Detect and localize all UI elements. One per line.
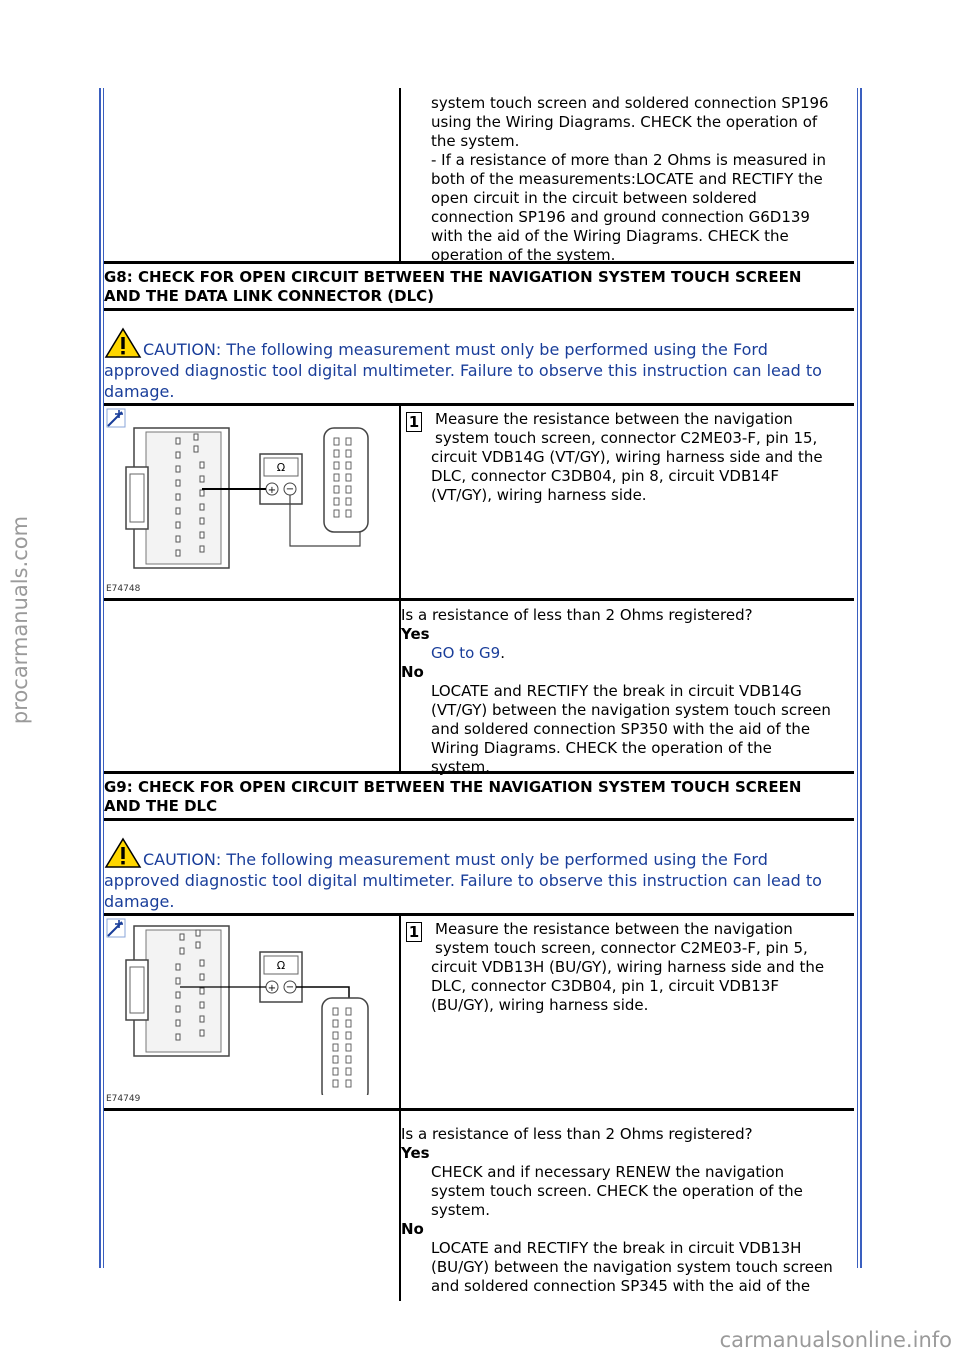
g9-heading: G9: CHECK FOR OPEN CIRCUIT BETWEEN THE NAVIGATION SYSTEM TOUCH SCREEN AND THE DLC <box>104 774 854 821</box>
text-line: both of the measurements:LOCATE and RECTIFY the <box>431 170 823 188</box>
g9-step-row <box>104 916 854 1111</box>
right-border-line-inner <box>857 88 858 1268</box>
text-line: connection SP196 and ground connection G6D139 <box>431 208 810 226</box>
svg-text:+: + <box>267 983 277 994</box>
g9-connector-diagram <box>124 920 374 1095</box>
continuation-row <box>104 88 854 264</box>
empty-cell <box>104 601 401 771</box>
empty-cell <box>104 1111 401 1301</box>
g8-question-row <box>104 601 854 774</box>
text-line: open circuit in the circuit between soldered <box>431 189 757 207</box>
warning-icon <box>104 327 142 359</box>
footer-watermark: carmanualsonline.info <box>719 1328 952 1352</box>
svg-text:+: + <box>267 485 277 496</box>
g9-question-row <box>104 1111 854 1301</box>
g9-figure <box>104 916 401 1108</box>
text-line: with the aid of the Wiring Diagrams. CHECK the <box>431 227 789 245</box>
g9-question: Is a resistance of less than 2 Ohms registered? Yes CHECK and if necessary RENEW the navigation system touch screen. CHECK the operation of the system. No LOCATE and RECTIFY the break in circuit VDB13H (BU/GY) between the navigation system touch screen and soldered connection SP345 with the aid of the <box>401 1111 854 1301</box>
text-line: the system. <box>431 132 520 150</box>
g8-step-row <box>104 406 854 601</box>
g8-heading: G8: CHECK FOR OPEN CIRCUIT BETWEEN THE NAVIGATION SYSTEM TOUCH SCREEN AND THE DATA LINK CONNECTOR (DLC) <box>104 264 854 311</box>
svg-text:−: − <box>285 484 295 495</box>
procedure-table <box>104 88 854 1301</box>
svg-text:Ω: Ω <box>276 461 286 474</box>
yes-label: Yes <box>401 1144 430 1162</box>
g8-figure <box>104 406 401 598</box>
step-number: 1 <box>406 922 422 942</box>
svg-text:Ω: Ω <box>276 959 286 972</box>
figure-id: E74748 <box>106 584 141 594</box>
g8-caution: CAUTION: The following measurement must only be performed using the Ford approved diagnostic tool digital multimeter. Failure to observe this instruction can lead to damage. <box>104 311 854 406</box>
no-label: No <box>401 663 424 681</box>
zoom-figure-icon[interactable] <box>106 408 126 428</box>
text-line: - If a resistance of more than 2 Ohms is measured in <box>431 151 826 169</box>
svg-text:−: − <box>285 982 295 993</box>
right-border-line <box>860 88 862 1268</box>
g9-caution: CAUTION: The following measurement must only be performed using the Ford approved diagnostic tool digital multimeter. Failure to observe this instruction can lead to damage. <box>104 821 854 916</box>
go-to-g9-link[interactable]: GO to G9 <box>431 644 501 662</box>
g9-step-text: 1 Measure the resistance between the navigation system touch screen, connector C2ME03-F, pin 5, circuit VDB13H (BU/GY), wiring harness side and the DLC, connector C3DB04, pin 1, circuit VDB13F (BU/GY), wiring harness side. <box>401 916 854 1108</box>
text-line: system touch screen and soldered connection SP196 <box>431 94 829 112</box>
g8-step-text: 1 Measure the resistance between the navigation system touch screen, connector C2ME03-F, pin 15, circuit VDB14G (VT/GY), wiring harness side and the DLC, connector C3DB04, pin 8, circuit VDB14F (VT/GY), wiring harness side. <box>401 406 854 598</box>
yes-label: Yes <box>401 625 430 643</box>
left-border-line <box>99 88 101 1268</box>
warning-icon <box>104 837 142 869</box>
text-line: using the Wiring Diagrams. CHECK the operation of <box>431 113 818 131</box>
g8-connector-diagram <box>124 422 374 572</box>
no-label: No <box>401 1220 424 1238</box>
empty-cell <box>104 88 401 261</box>
continuation-text <box>401 88 854 264</box>
side-watermark: procarmanuals.com <box>8 515 32 725</box>
figure-id: E74749 <box>106 1094 141 1104</box>
g8-question: Is a resistance of less than 2 Ohms registered? Yes GO to G9. No LOCATE and RECTIFY the break in circuit VDB14G (VT/GY) between the navigation system touch screen and soldered connection SP350 with the aid of the Wiring Diagrams. CHECK the operation of the system. <box>401 601 854 771</box>
text-line: operation of the system. <box>431 246 616 264</box>
zoom-figure-icon[interactable] <box>106 918 126 938</box>
step-number: 1 <box>406 412 422 432</box>
